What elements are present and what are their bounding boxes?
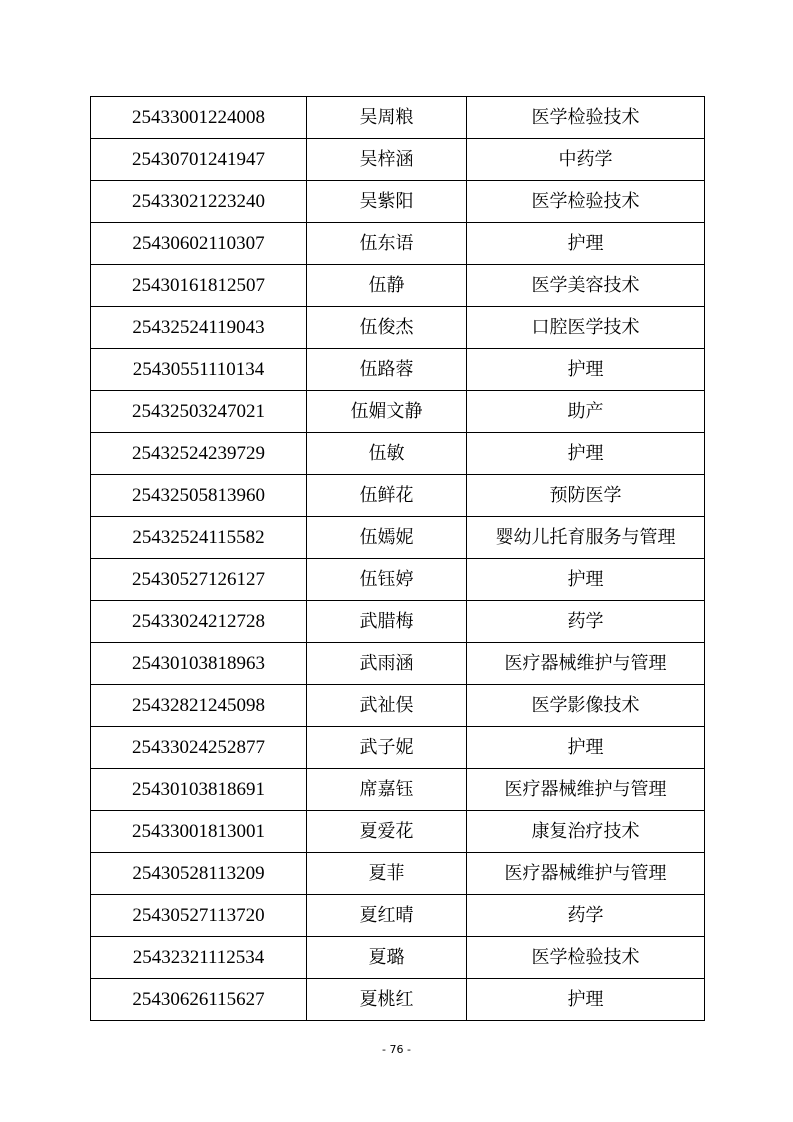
major-cell: 医学检验技术 [467,937,705,979]
major-cell: 预防医学 [467,475,705,517]
student-name-cell: 夏桃红 [307,979,467,1021]
exam-number-cell: 25432524115582 [91,517,307,559]
table-row [91,433,705,475]
table-row [91,601,705,643]
major-cell: 药学 [467,601,705,643]
student-name-cell: 伍媚文静 [307,391,467,433]
table-row [91,769,705,811]
student-name-cell: 伍俊杰 [307,307,467,349]
table-row [91,181,705,223]
exam-number-cell: 25433001813001 [91,811,307,853]
table-row [91,853,705,895]
roster-table-body [91,97,705,1021]
page-number: - 76 - [382,1043,411,1056]
exam-number-cell: 25430528113209 [91,853,307,895]
exam-number-cell: 25430103818963 [91,643,307,685]
table-row [91,391,705,433]
student-name-cell: 伍东语 [307,223,467,265]
table-row [91,517,705,559]
student-name-cell: 伍敏 [307,433,467,475]
table-row [91,97,705,139]
exam-number-cell: 25430551110134 [91,349,307,391]
exam-number-cell: 25432524119043 [91,307,307,349]
major-cell: 医学检验技术 [467,97,705,139]
major-cell: 药学 [467,895,705,937]
exam-number-cell: 25433024252877 [91,727,307,769]
exam-number-cell: 25430602110307 [91,223,307,265]
exam-number-cell: 25433024212728 [91,601,307,643]
student-name-cell: 夏红晴 [307,895,467,937]
major-cell: 护理 [467,433,705,475]
exam-number-cell: 25433021223240 [91,181,307,223]
major-cell: 护理 [467,727,705,769]
table-row [91,223,705,265]
student-name-cell: 吴紫阳 [307,181,467,223]
student-name-cell: 夏璐 [307,937,467,979]
student-name-cell: 伍鲜花 [307,475,467,517]
student-name-cell: 武子妮 [307,727,467,769]
exam-number-cell: 25430626115627 [91,979,307,1021]
table-row [91,265,705,307]
major-cell: 助产 [467,391,705,433]
table-row [91,685,705,727]
table-row [91,349,705,391]
major-cell: 婴幼儿托育服务与管理 [467,517,705,559]
exam-number-cell: 25430527126127 [91,559,307,601]
exam-number-cell: 25432524239729 [91,433,307,475]
student-roster-table [90,96,705,1021]
table-row [91,979,705,1021]
student-name-cell: 伍路蓉 [307,349,467,391]
major-cell: 护理 [467,559,705,601]
student-name-cell: 武腊梅 [307,601,467,643]
major-cell: 护理 [467,349,705,391]
table-row [91,727,705,769]
exam-number-cell: 25432503247021 [91,391,307,433]
student-name-cell: 武祉俣 [307,685,467,727]
major-cell: 医疗器械维护与管理 [467,853,705,895]
student-name-cell: 席嘉钰 [307,769,467,811]
student-name-cell: 伍钰婷 [307,559,467,601]
table-row [91,475,705,517]
table-row [91,895,705,937]
exam-number-cell: 25430701241947 [91,139,307,181]
student-name-cell: 夏菲 [307,853,467,895]
major-cell: 医学检验技术 [467,181,705,223]
major-cell: 中药学 [467,139,705,181]
table-row [91,307,705,349]
student-name-cell: 伍嫣妮 [307,517,467,559]
student-name-cell: 武雨涵 [307,643,467,685]
exam-number-cell: 25432505813960 [91,475,307,517]
major-cell: 医学影像技术 [467,685,705,727]
exam-number-cell: 25433001224008 [91,97,307,139]
exam-number-cell: 25432821245098 [91,685,307,727]
student-name-cell: 夏爱花 [307,811,467,853]
major-cell: 医学美容技术 [467,265,705,307]
student-name-cell: 吴梓涵 [307,139,467,181]
major-cell: 医疗器械维护与管理 [467,769,705,811]
major-cell: 医疗器械维护与管理 [467,643,705,685]
student-name-cell: 伍静 [307,265,467,307]
major-cell: 康复治疗技术 [467,811,705,853]
table-row [91,937,705,979]
exam-number-cell: 25430103818691 [91,769,307,811]
major-cell: 护理 [467,979,705,1021]
exam-number-cell: 25430161812507 [91,265,307,307]
table-row [91,139,705,181]
exam-number-cell: 25432321112534 [91,937,307,979]
table-row [91,811,705,853]
major-cell: 护理 [467,223,705,265]
table-row [91,643,705,685]
major-cell: 口腔医学技术 [467,307,705,349]
student-name-cell: 吴周粮 [307,97,467,139]
table-row [91,559,705,601]
exam-number-cell: 25430527113720 [91,895,307,937]
